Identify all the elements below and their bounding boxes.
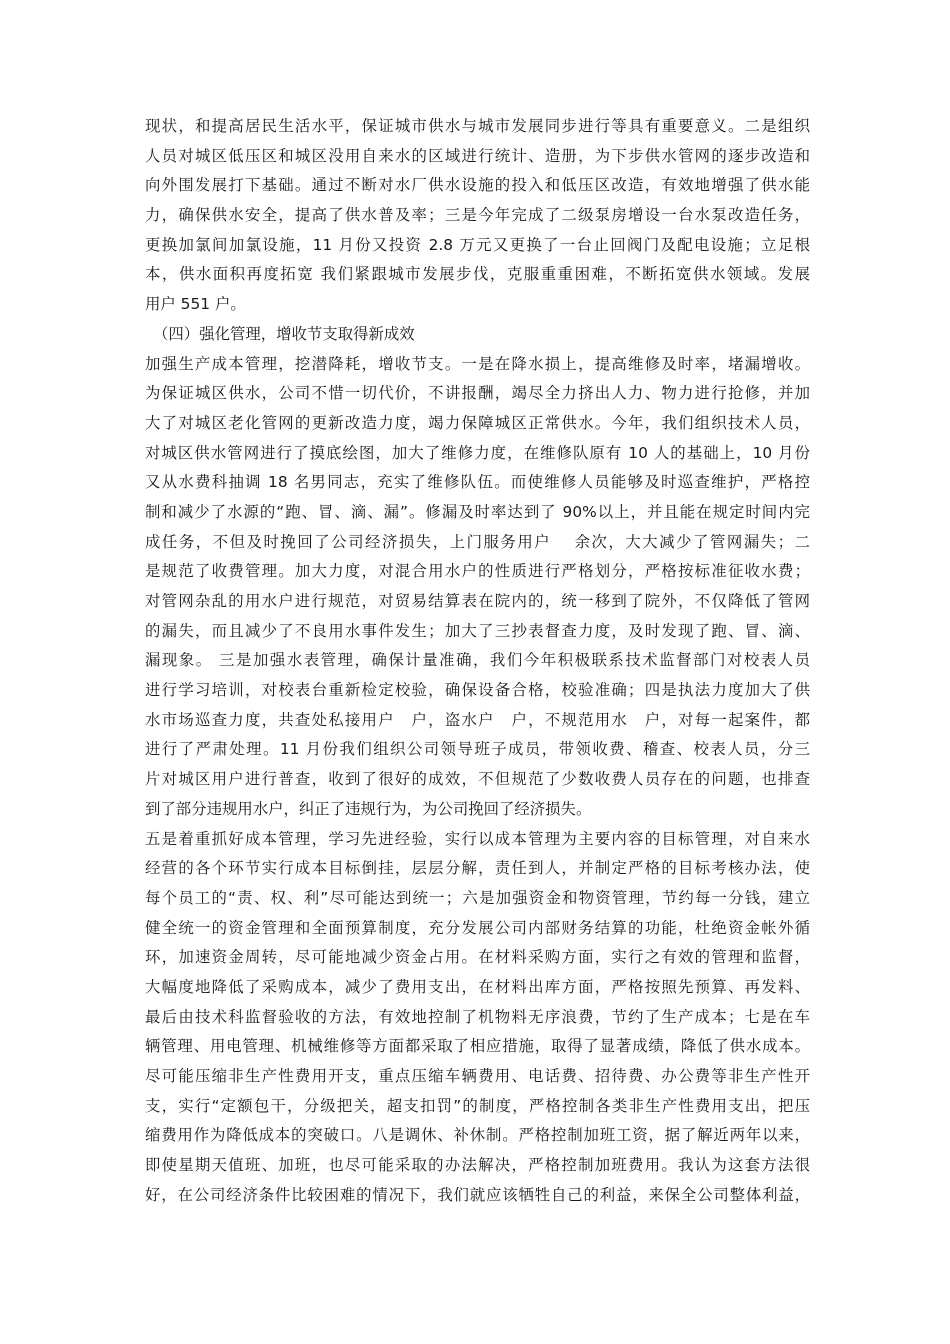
text-line: 是规范了收费管理。加大力度，对混合用水户的性质进行严格划分，严格按标准征收水费； <box>145 562 810 581</box>
text-line: 为保证城区供水，公司不惜一切代价，不讲报酬，竭尽全力挤出人力、物力进行抢修，并加 <box>145 384 810 403</box>
text-line: 片对城区用户进行普查，收到了很好的成效，不但规范了少数收费人员存在的问题，也排查 <box>145 770 810 789</box>
text-line: 用户 551 户。 <box>145 295 246 314</box>
text-line: 对管网杂乱的用水户进行规范，对贸易结算表在院内的，统一移到了院外，不仅降低了管网 <box>145 592 810 610</box>
text-line: 进行学习培训，对校表台重新检定校验，确保设备合格，校验准确；四是执法力度加大了供 <box>145 681 810 700</box>
text-line: 每个员工的“责、权、利”尽可能达到统一；六是加强资金和物资管理，节约每一分钱，建立 <box>145 888 810 907</box>
text-line: 人员对城区低压区和城区没用自来水的区域进行统计、造册，为下步供水管网的逐步改造和 <box>145 146 810 165</box>
text-line: 制和减少了水源的“跑、冒、滴、漏”。修漏及时率达到了 90%以上，并且能在规定时间内完 <box>145 502 810 521</box>
text-line: 成任务，不但及时挽回了公司经济损失，上门服务用户 余次，大大减少了管网漏失；二 <box>145 532 810 551</box>
text-line: 更换加氯间加氯设施，11 月份又投资 2.8 万元又更换了一台止回阀门及配电设施；立足根 <box>145 235 810 254</box>
text-line: 本，供水面积再度拓宽 我们紧跟城市发展步伐，克服重重困难，不断拓宽供水领域。发展 <box>145 265 810 284</box>
text-line: 尽可能压缩非生产性费用开支，重点压缩车辆费用、电话费、招待费、办公费等非生产性开 <box>145 1067 810 1085</box>
text-line: 环，加速资金周转，尽可能地减少资金占用。在材料采购方面，实行之有效的管理和监督， <box>145 948 810 967</box>
text-line: 进行了严肃处理。11 月份我们组织公司领导班子成员，带领收费、稽查、校表人员，分三 <box>145 740 810 759</box>
text-line: 大了对城区老化管网的更新改造力度，竭力保障城区正常供水。今年，我们组织技术人员， <box>145 413 810 432</box>
text-line: 即使星期天值班、加班，也尽可能采取的办法解决，严格控制加班费用。我认为这套方法很 <box>145 1156 810 1175</box>
text-line: 五是着重抓好成本管理，学习先进经验，实行以成本管理为主要内容的目标管理，对自来水 <box>145 829 810 848</box>
text-line: 辆管理、用电管理、机械维修等方面都采取了相应措施，取得了显著成绩，降低了供水成本。 <box>145 1037 810 1056</box>
body-text <box>145 112 810 1210</box>
text-line: 向外围发展打下基础。通过不断对水厂供水设施的投入和低压区改造，有效地增强了供水能 <box>145 176 810 195</box>
text-line: 对城区供水管网进行了摸底绘图，加大了维修力度，在维修队原有 10 人的基础上，10 月份 <box>145 443 810 462</box>
text-line: 大幅度地降低了采购成本，减少了费用支出，在材料出库方面，严格按照先预算、再发料、 <box>145 977 810 996</box>
text-line: 漏现象。 三是加强水表管理，确保计量准确，我们今年积极联系技术监督部门对校表人员 <box>145 651 810 670</box>
text-line: 好，在公司经济条件比较困难的情况下，我们就应该牺牲自己的利益，来保全公司整体利益， <box>145 1185 810 1204</box>
text-line: 水市场巡查力度，共查处私接用户 户，盗水户 户，不规范用水 户，对每一起案件，都 <box>145 710 810 729</box>
text-line: 现状，和提高居民生活水平，保证城市供水与城市发展同步进行等具有重要意义。二是组织 <box>145 117 810 135</box>
text-line: 的漏失，而且减少了不良用水事件发生；加大了三抄表督查力度，及时发现了跑、冒、滴、 <box>145 621 810 640</box>
text-line: 到了部分违规用水户，纠正了违规行为，为公司挽回了经济损失。 <box>145 799 592 818</box>
text-line: 缩费用作为降低成本的突破口。八是调休、补休制。严格控制加班工资，据了解近两年以来， <box>145 1126 810 1145</box>
text-line: 经营的各个环节实行成本目标倒挂，层层分解，责任到人，并制定严格的目标考核办法，使 <box>145 859 810 878</box>
text-line: 又从水费科抽调 18 名男同志，充实了维修队伍。而使维修人员能够及时巡查维护，严格控 <box>145 473 810 492</box>
text-line: 健全统一的资金管理和全面预算制度，充分发展公司内部财务结算的功能，杜绝资金帐外循 <box>145 918 810 937</box>
text-line: 支，实行“定额包干，分级把关，超支扣罚”的制度，严格控制各类非生产性费用支出，把压 <box>145 1096 810 1115</box>
text-line: 最后由技术科监督验收的方法，有效地控制了机物料无序浪费，节约了生产成本；七是在车 <box>145 1007 810 1026</box>
text-line: 力，确保供水安全，提高了供水普及率；三是今年完成了二级泵房增设一台水泵改造任务， <box>145 206 810 225</box>
text-line: 加强生产成本管理，挖潜降耗，增收节支。一是在降水损上，提高维修及时率，堵漏增收。 <box>145 354 810 373</box>
section-heading: （四）强化管理，增收节支取得新成效 <box>153 324 415 343</box>
